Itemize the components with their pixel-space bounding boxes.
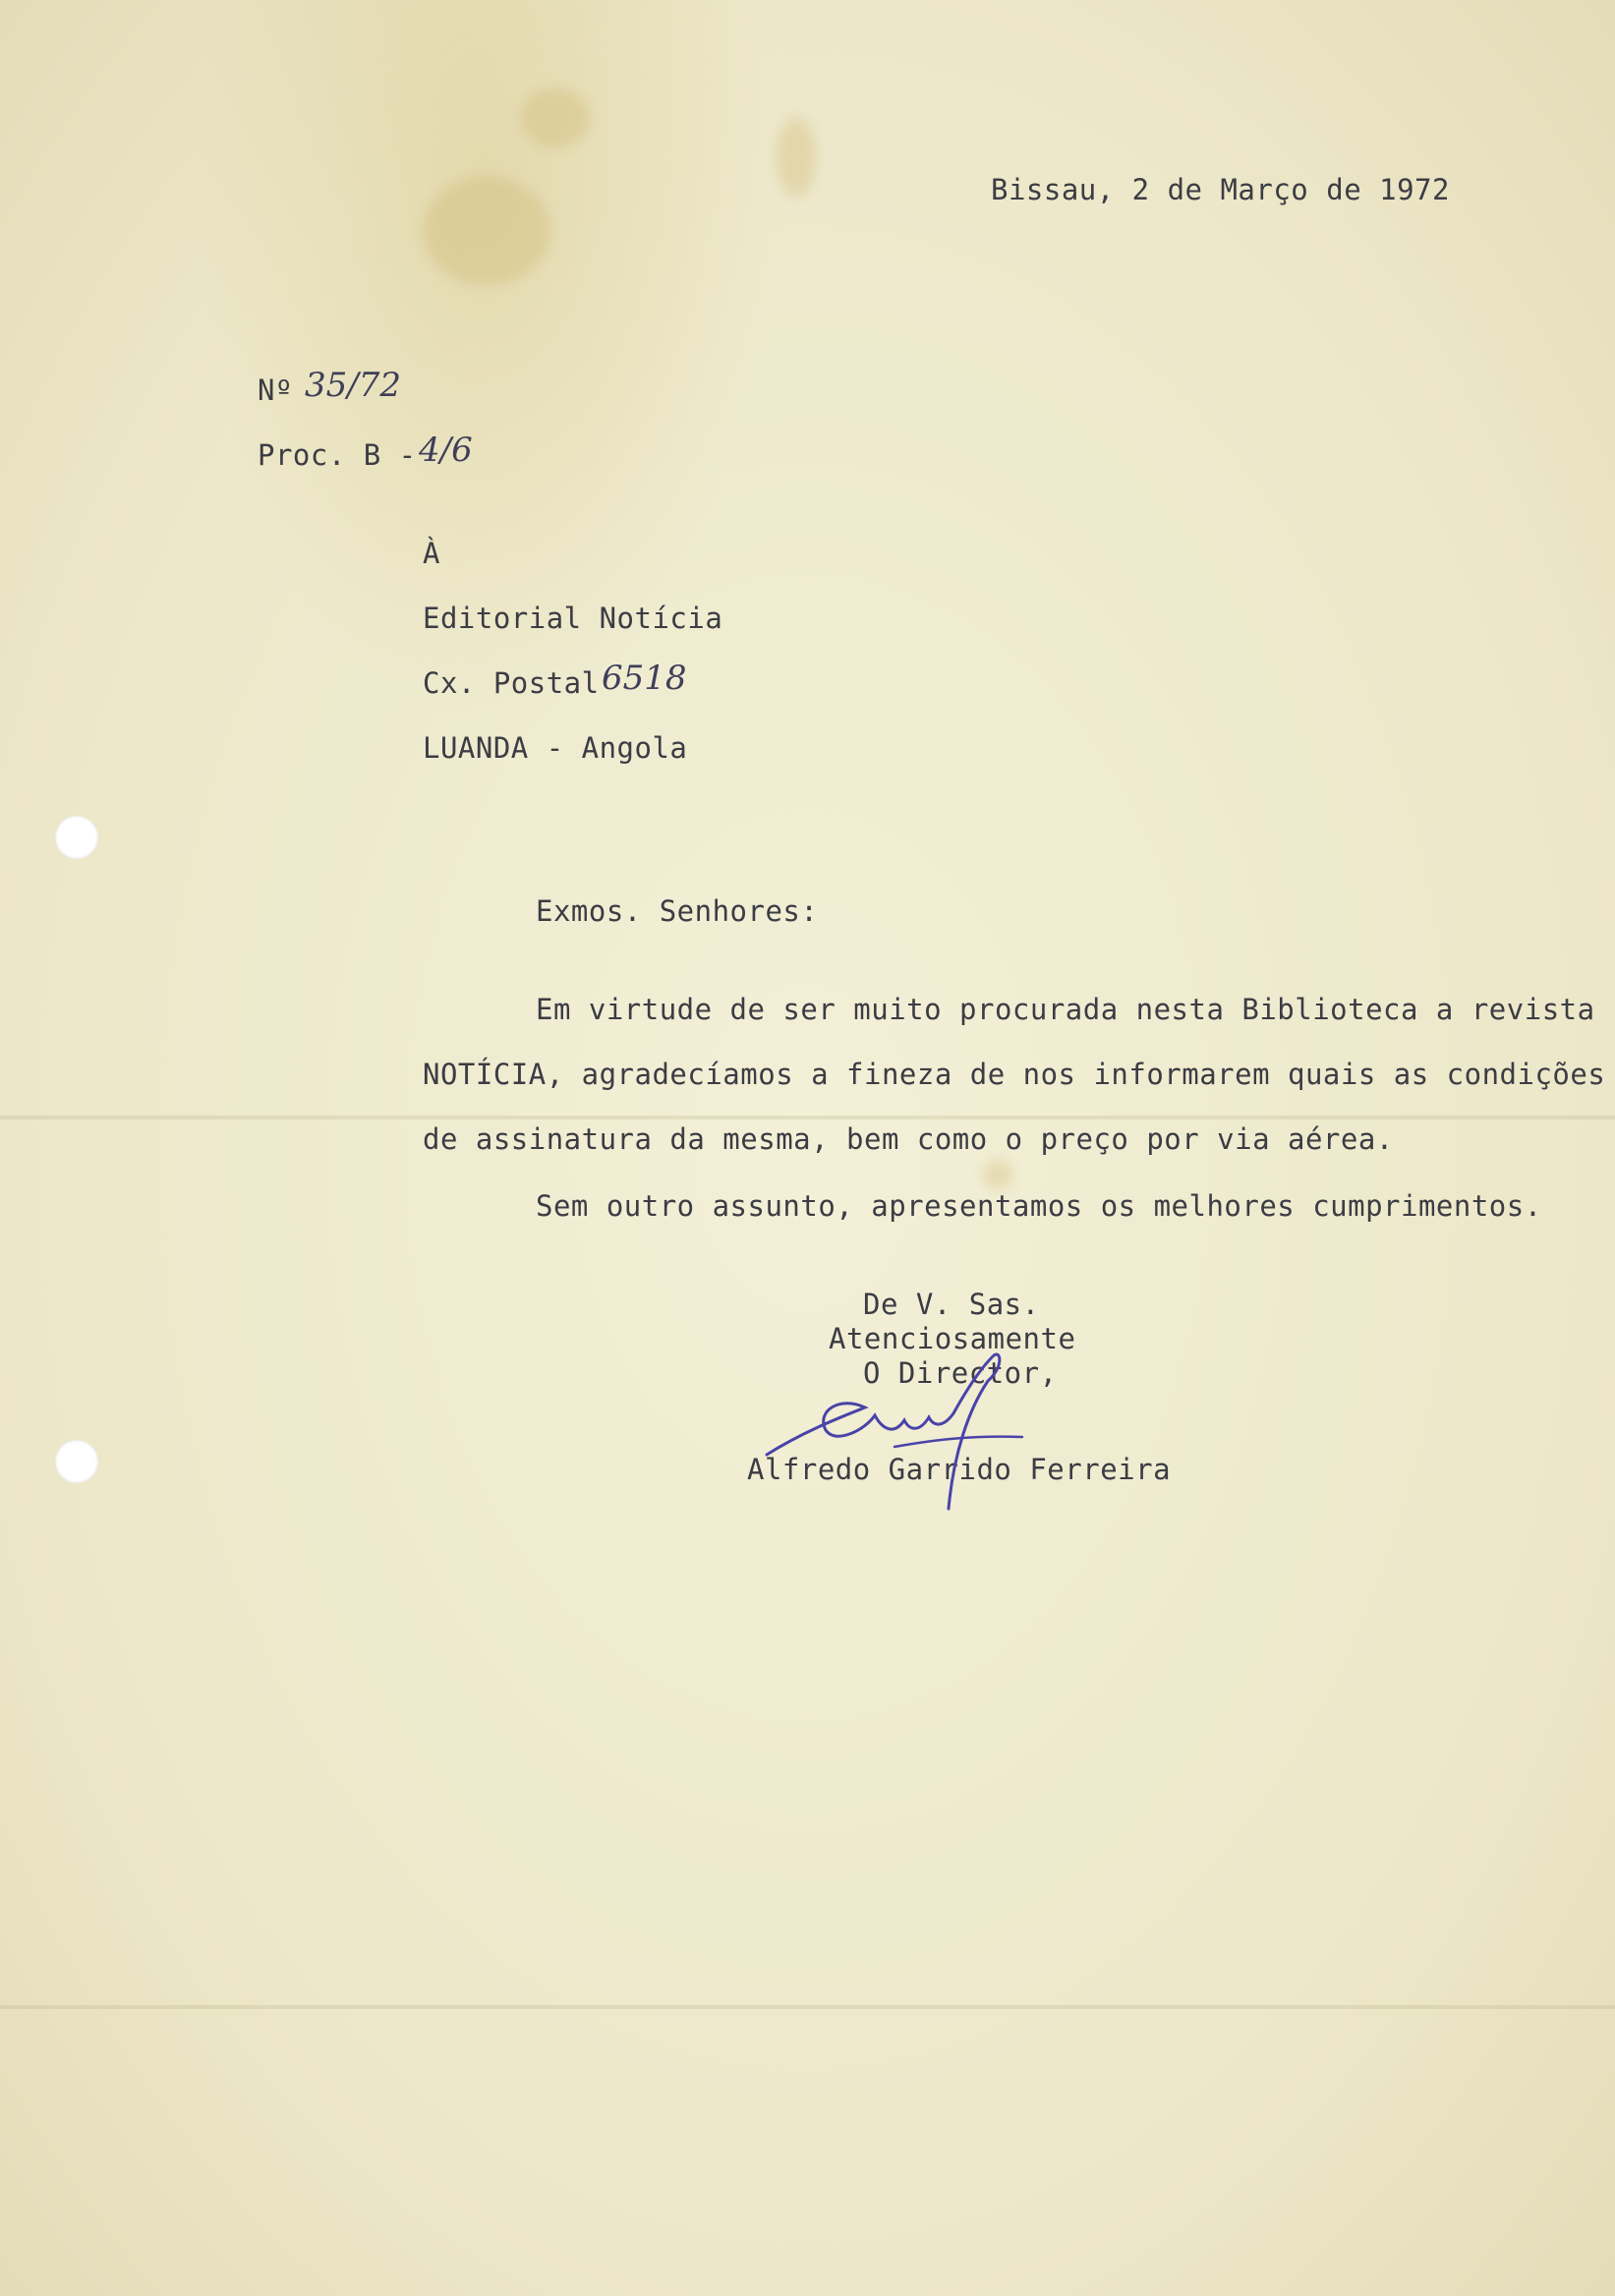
- body-line-3: de assinatura da mesma, bem como o preço por via aérea.: [423, 1122, 1394, 1156]
- stain-decoration: [521, 88, 590, 147]
- process-number-prefix: Proc. B -: [258, 438, 417, 472]
- date-line: Bissau, 2 de Março de 1972: [991, 173, 1450, 206]
- signoff-line-3: O Director,: [863, 1356, 1058, 1390]
- paper-fold: [0, 1116, 1615, 1119]
- punch-hole: [55, 1440, 98, 1483]
- signoff-line-1: De V. Sas.: [863, 1288, 1040, 1321]
- closing-line: Sem outro assunto, apresentamos os melhores cumprimentos.: [536, 1189, 1542, 1223]
- address-line-2-prefix: Cx. Postal: [423, 666, 600, 700]
- reference-number-handwritten: 35/72: [305, 366, 401, 405]
- body-line-1: Em virtude de ser muito procurada nesta Biblioteca a revista: [536, 993, 1595, 1026]
- reference-number-prefix: Nº: [258, 373, 293, 407]
- paper-fold: [0, 2005, 1615, 2009]
- salutation: Exmos. Senhores:: [536, 894, 819, 928]
- address-line-2-handwritten: 6518: [602, 659, 687, 698]
- stain-decoration: [983, 1160, 1012, 1189]
- address-line-1: Editorial Notícia: [423, 602, 723, 635]
- address-to: À: [423, 537, 440, 570]
- signoff-line-2: Atenciosamente: [829, 1322, 1076, 1355]
- punch-hole: [55, 816, 98, 859]
- stain-decoration: [777, 118, 816, 197]
- process-number-handwritten: 4/6: [419, 430, 473, 470]
- body-line-2: NOTÍCIA, agradecíamos a fineza de nos informarem quais as condições: [423, 1058, 1606, 1091]
- stain-decoration: [423, 177, 550, 285]
- address-line-3: LUANDA - Angola: [423, 731, 688, 765]
- signatory-name: Alfredo Garrido Ferreira: [747, 1453, 1172, 1486]
- handwritten-signature: [747, 1337, 1071, 1523]
